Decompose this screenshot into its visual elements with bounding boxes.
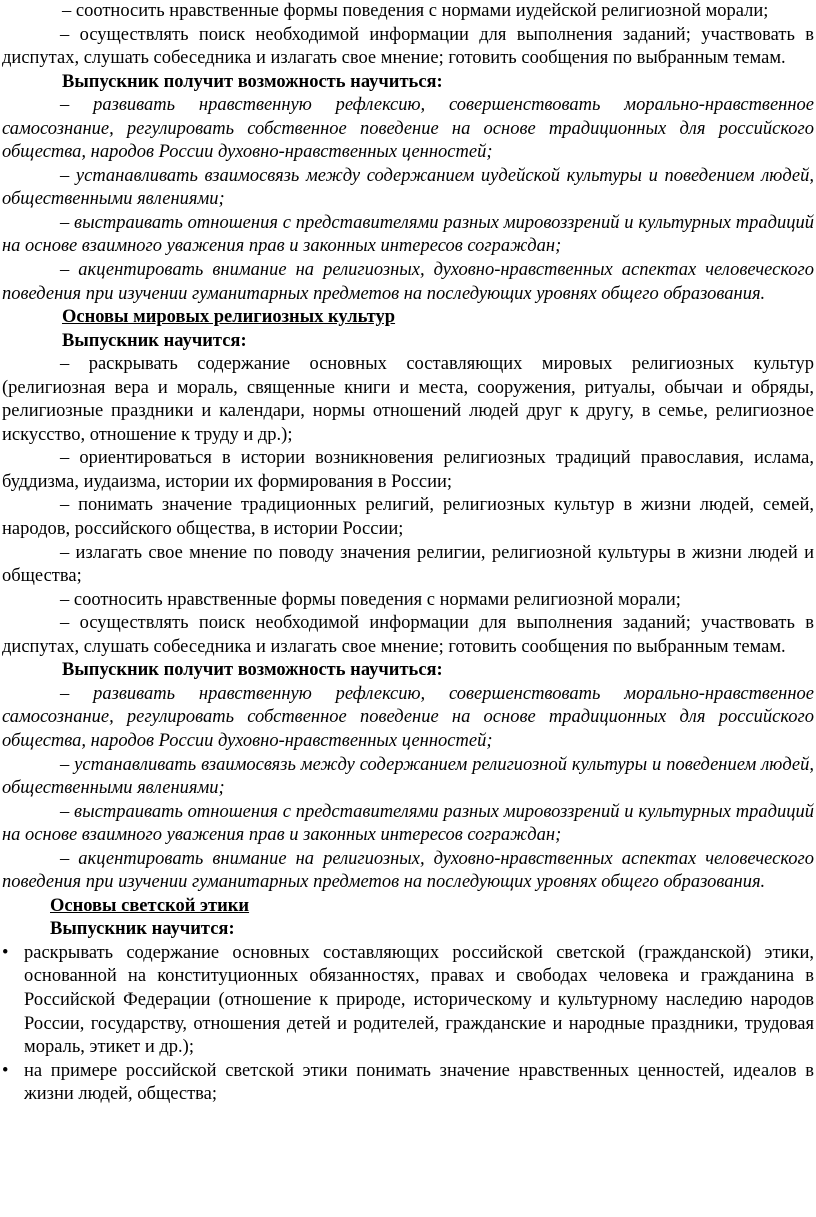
section-subheading: Выпускник получит возможность научиться: [62,71,443,92]
list-item: – выстраивать отношения с представителями разных мировоззрений и культурных традиций на основе взаимного уважения прав и законных интересов сограждан; [2,212,814,257]
list-item: – устанавливать взаимосвязь между содержанием религиозной культуры и поведением людей, общественными явлениями; [2,754,814,799]
list-item: – развивать нравственную рефлексию, совершенствовать морально-нравственное самосознание, регулировать собственное поведение на основе традиционных для российского общества, народов России духовно-нравственных ценностей; [2,95,814,163]
list-item: – раскрывать содержание основных составляющих мировых религиозных культур (религиозная вера и мораль, священные книги и места, сооружения, ритуалы, обычаи и обряды, религиозные праздники и календари, нормы отношений людей друг к другу, в семье, религиозное искусство, отношение к труду и др.); [2,354,814,445]
section-title: Основы светской этики [50,895,250,916]
list-item: – акцентировать внимание на религиозных, духовно-нравственных аспектах человеческого поведения при изучении гуманитарных предметов на последующих уровнях общего образования. [2,260,814,304]
section-subheading: Выпускник получит возможность научиться: [62,660,443,681]
list-item: – осуществлять поиск необходимой информации для выполнения заданий; участвовать в диспутах, слушать собеседника и излагать свое мнение; готовить сообщения по выбранным темам. [2,613,814,657]
section-subheading: Выпускник научится: [50,919,235,940]
section-subheading: Выпускник научится: [62,330,247,351]
bullet-item [2,1060,814,1107]
list-item: – излагать свое мнение по поводу значения религии, религиозной культуры в жизни людей и общества; [2,542,814,587]
bullet-text: на примере российской светской этики понимать значение нравственных ценностей, идеалов в жизни людей, общества; [24,1060,814,1105]
list-item: – развивать нравственную рефлексию, совершенствовать морально-нравственное самосознание, регулировать собственное поведение на основе традиционных для российского общества, народов России духовно-нравственных ценностей; [2,683,814,751]
list-item: – устанавливать взаимосвязь между содержанием иудейской культуры и поведением людей, общественными явлениями; [2,165,814,210]
list-item: – понимать значение традиционных религий, религиозных культур в жизни людей, семей, народов, российского общества, в истории России; [2,495,814,540]
bullet-text: раскрывать содержание основных составляющих российской светской (гражданской) этики, основанной на конституционных обязанностях, правах и свободах человека и гражданина в Российской Федерации (отношение к природе, историческому и культурному наследию народов России, государству, отношения детей и родителей, гражданские и народные праздники, трудовая мораль, этикет и др.); [24,942,814,1058]
bullet-item [2,942,814,1060]
section-title: Основы мировых религиозных культур [62,307,396,328]
bullet-icon: • [2,1060,9,1081]
list-item: – осуществлять поиск необходимой информации для выполнения заданий; участвовать в диспутах, слушать собеседника и излагать свое мнение; готовить сообщения по выбранным темам. [2,24,814,69]
list-item: – соотносить нравственные формы поведения с нормами религиозной морали; [60,589,681,610]
bullet-icon: • [2,942,9,963]
list-item: – выстраивать отношения с представителями разных мировоззрений и культурных традиций на основе взаимного уважения прав и законных интересов сограждан; [2,801,814,846]
list-item: – соотносить нравственные формы поведения с нормами иудейской религиозной морали; [62,1,769,21]
list-item: – ориентироваться в истории возникновения религиозных традиций православия, ислама, буддизма, иудаизма, истории их формирования в России; [2,448,814,492]
list-item: – акцентировать внимание на религиозных, духовно-нравственных аспектах человеческого поведения при изучении гуманитарных предметов на последующих уровнях общего образования. [2,848,814,893]
bullet-list [2,942,814,1107]
